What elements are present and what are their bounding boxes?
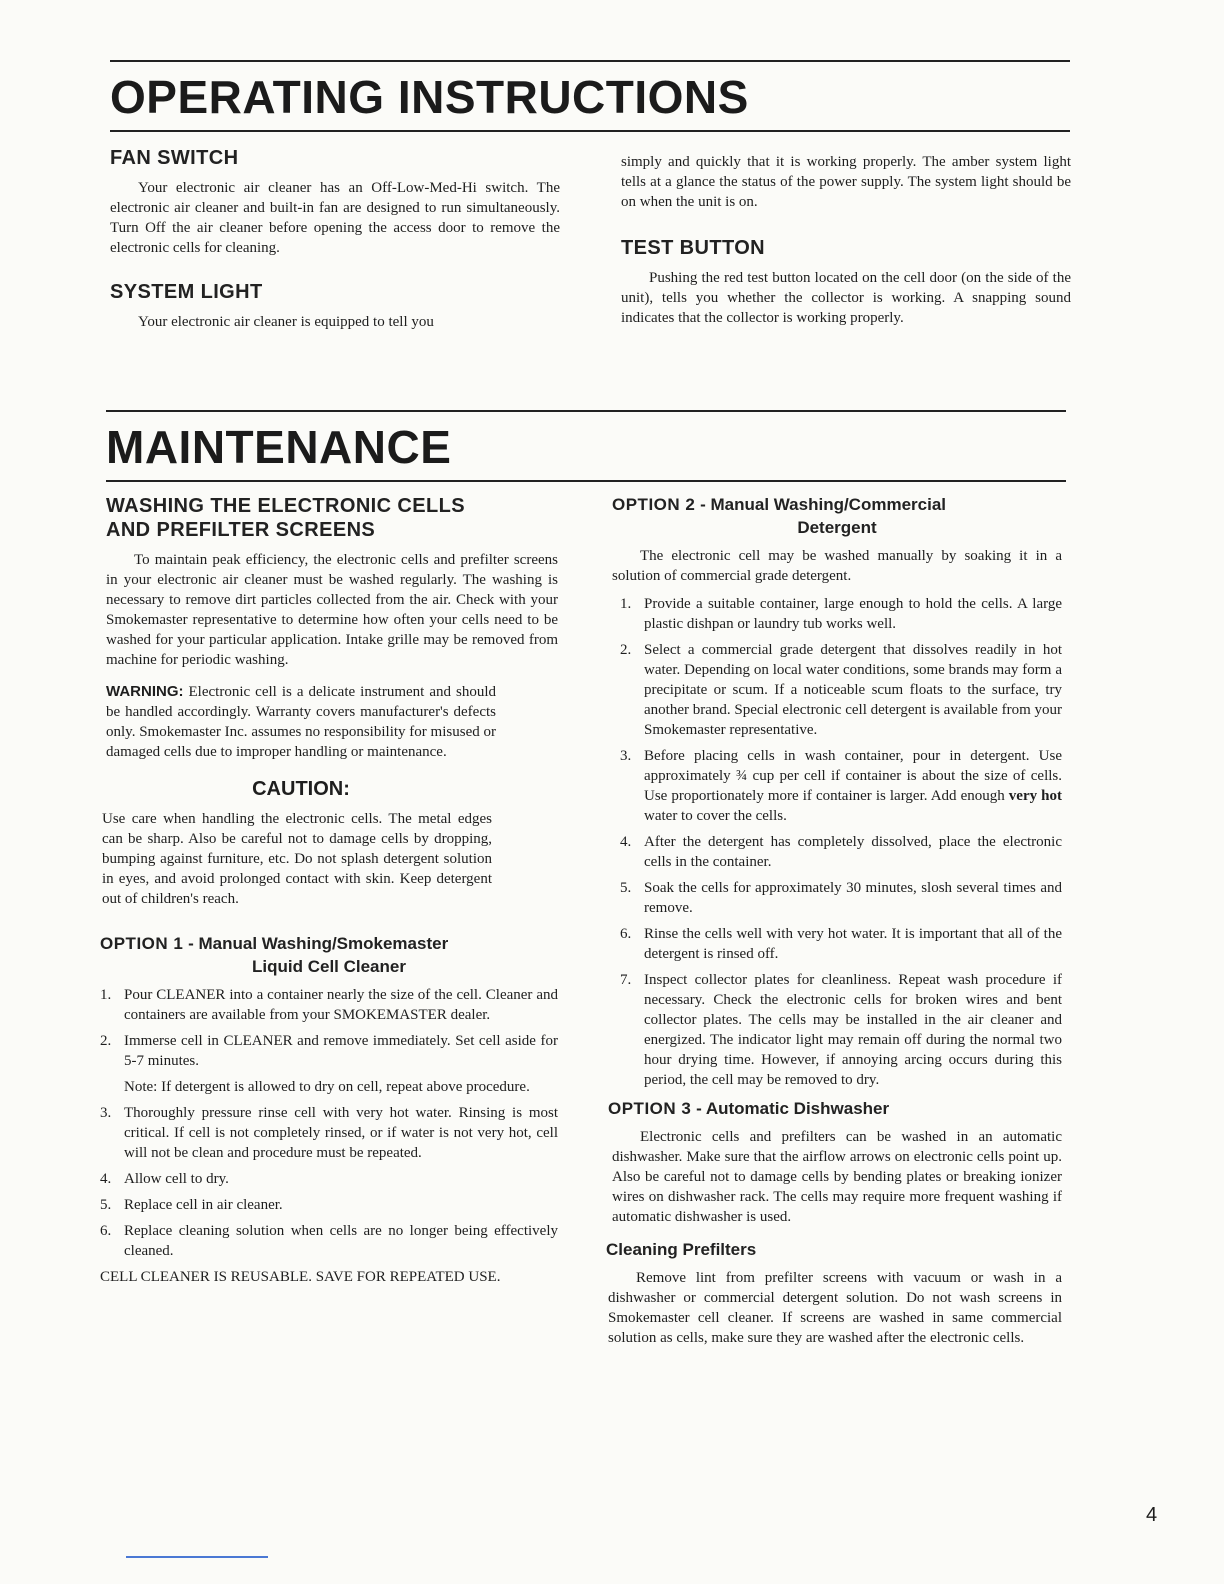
list-item: 4. After the detergent has completely dissolved, place the electronic cells in the container. [620, 833, 1062, 870]
option2-intro: The electronic cell may be washed manually by soaking it in a solution of commercial grade detergent. [612, 547, 1062, 584]
warning-label: WARNING: [106, 683, 184, 700]
operating-left-column [110, 146, 560, 332]
list-item: 2. Select a commercial grade detergent that dissolves readily in hot water. Depending on local water conditions, some brands may form a precipitate or scum. If a noticeable scum floats to the surface, try another brand. Special electronic cell detergent is available from your Smokemaster representative. [620, 641, 1062, 738]
list-item: 5. Soak the cells for approximately 30 minutes, slosh several times and remove. [620, 879, 1062, 916]
option2-title: - Manual Washing/Commercial [700, 495, 947, 514]
option1-note: Note: If detergent is allowed to dry on cell, repeat above procedure. [124, 1078, 530, 1095]
list-item: 6. Replace cleaning solution when cells are no longer being effectively cleaned. [100, 1222, 558, 1259]
option2-subtitle: Detergent [797, 517, 877, 537]
test-button-heading: TEST BUTTON [621, 237, 766, 259]
page-number: 4 [1146, 1504, 1158, 1526]
option1-title: - Manual Washing/Smokemaster [188, 934, 449, 953]
washing-heading-line1: WASHING THE ELECTRONIC CELLS [106, 495, 465, 517]
prefilters-text: Remove lint from prefilter screens with vacuum or wash in a dishwasher or commercial detergent solution. Do not wash screens in Smokemaster cell cleaner. If screens are washed in same commercial solution as cells, make sure they are washed after the electronic cells. [608, 1269, 1062, 1346]
maintenance-top-rule [106, 410, 1066, 412]
option2-heading [612, 494, 1062, 540]
list-item: 7. Inspect collector plates for cleanliness. Repeat wash procedure if necessary. Check the electronic cells for broken wires and bent collector plates. The cells may be installed in the air cleaner and energized. The indicator light may remain off during the normal two hour drying time. However, if annoying arcing occurs during this period, the cell may be removed to dry. [620, 971, 1062, 1088]
caution-heading: CAUTION: [252, 778, 350, 800]
list-item: 3. Before placing cells in wash container, pour in detergent. Use approximately ¾ cup per cell if container is about the size of cells. Use proportionately more if container is larger. Add enough very hot water to cover the cells. [620, 747, 1062, 824]
warning-paragraph [106, 682, 496, 762]
fan-switch-heading: FAN SWITCH [110, 147, 239, 169]
washing-heading-line2: AND PREFILTER SCREENS [106, 519, 376, 541]
list-item: 2. Immerse cell in CLEANER and remove immediately. Set cell aside for 5-7 minutes. Note: If detergent is allowed to dry on cell, repeat above procedure. [100, 1032, 558, 1095]
option1-footer: CELL CLEANER IS REUSABLE. SAVE FOR REPEATED USE. [100, 1268, 501, 1285]
operating-title: OPERATING INSTRUCTIONS [110, 71, 749, 123]
fan-switch-text: Your electronic air cleaner has an Off-Low-Med-Hi switch. The electronic air cleaner and built-in fan are designed to run simultaneously. Turn Off the air cleaner before opening the access door to remove the electronic cells for cleaning. [110, 180, 560, 256]
option1-subtitle: Liquid Cell Cleaner [252, 956, 406, 976]
option3-text: Electronic cells and prefilters can be washed in an automatic dishwasher. Make sure that the airflow arrows on electronic cells point up. Also be careful not to damage cells by bending plates or breaking ionizer wires on dishwasher rack. The cells may require more frequent washing if automatic dishwasher is used. [612, 1128, 1062, 1225]
washing-heading [106, 494, 558, 542]
system-light-heading: SYSTEM LIGHT [110, 281, 263, 303]
option1-steps [100, 985, 558, 1261]
very-hot-emphasis: very hot [1008, 787, 1062, 804]
prefilters-heading: Cleaning Prefilters [606, 1239, 757, 1259]
option3-heading [608, 1098, 1062, 1121]
list-item: 6. Rinse the cells well with very hot water. It is important that all of the detergent is rinsed off. [620, 925, 1062, 962]
warning-text: Electronic cell is a delicate instrument and should be handled accordingly. Warranty covers manufacturer's defects only. Smokemaster Inc. assumes no responsibility for misused or damaged cells due to improper handling or maintenance. [106, 684, 496, 760]
option3-title: - Automatic Dishwasher [696, 1098, 890, 1118]
option1-heading [100, 933, 558, 979]
scan-mark-line [126, 1556, 268, 1558]
option2-label: OPTION 2 [612, 495, 696, 514]
option2-steps [620, 594, 1062, 1090]
system-light-text-continued: simply and quickly that it is working properly. The amber system light tells at a glance the status of the power supply. The system light should be on when the unit is on. [621, 154, 1071, 210]
list-item: 3. Thoroughly pressure rinse cell with very hot water. Rinsing is most critical. If cell is not completely rinsed, or if water is not very hot, cell will not be clean and procedure must be repeated. [100, 1104, 558, 1161]
list-item: 1. Pour CLEANER into a container nearly the size of the cell. Cleaner and containers are available from your SMOKEMASTER dealer. [100, 986, 558, 1023]
list-item: 1. Provide a suitable container, large enough to hold the cells. A large plastic dishpan or laundry tub works well. [620, 595, 1062, 632]
operating-right-column [621, 152, 1071, 328]
test-button-text: Pushing the red test button located on the cell door (on the side of the unit), tells you whether the collector is working. A snapping sound indicates that the collector is working properly. [621, 270, 1071, 326]
maintenance-title-rule [106, 480, 1066, 482]
maintenance-title: MAINTENANCE [106, 421, 452, 473]
operating-title-rule [110, 130, 1070, 132]
option3-label: OPTION 3 [608, 1098, 692, 1118]
washing-text: To maintain peak efficiency, the electronic cells and prefilter screens in your electronic air cleaner must be washed regularly. The washing is necessary to remove dirt particles collected from the air. Check with your Smokemaster representative to determine how often your cells need to be washed for your particular application. Intake grille may be removed from machine for periodic washing. [106, 552, 558, 668]
maintenance-left-column [100, 494, 558, 1287]
list-item: 4. Allow cell to dry. [100, 1170, 229, 1187]
list-item: 5. Replace cell in air cleaner. [100, 1196, 283, 1213]
system-light-text-start: Your electronic air cleaner is equipped to tell you [138, 314, 434, 330]
top-rule [110, 60, 1070, 62]
maintenance-right-column [606, 494, 1062, 1348]
option1-label: OPTION 1 [100, 934, 184, 953]
caution-text: Use care when handling the electronic cells. The metal edges can be sharp. Also be careful not to damage cells by dropping, bumping against furniture, etc. Do not splash detergent solution in eyes, and avoid prolonged contact with skin. Keep detergent out of children's reach. [102, 811, 492, 907]
